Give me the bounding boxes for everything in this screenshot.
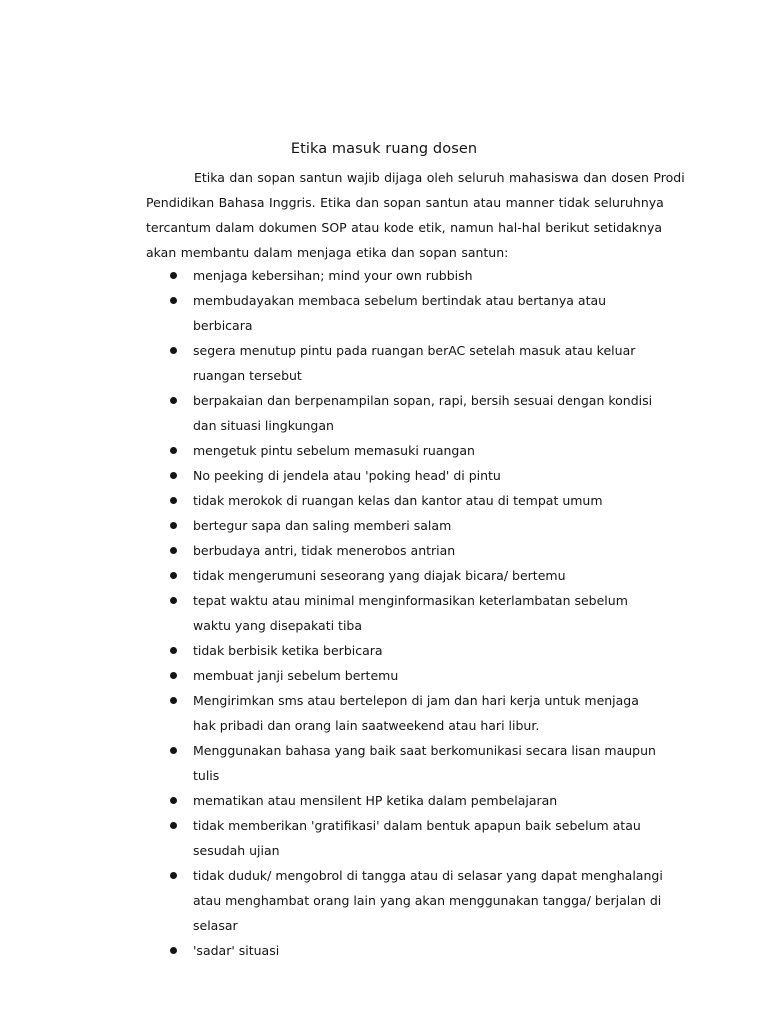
- list-item-text: membudayakan membaca sebelum bertindak atau bertanya atau berbicara: [193, 293, 607, 333]
- bullet-icon: [170, 747, 177, 754]
- list-item: [0, 813, 663, 863]
- bullet-icon: [170, 497, 177, 504]
- list-item: [0, 738, 663, 788]
- bullet-icon: [170, 397, 177, 404]
- list-item: [0, 288, 663, 338]
- bullet-icon: [170, 572, 177, 579]
- bullet-icon: [170, 822, 177, 829]
- list-item: [0, 388, 663, 438]
- list-item: [0, 588, 663, 638]
- bullet-icon: [170, 597, 177, 604]
- bullet-icon: [170, 297, 177, 304]
- list-item: [0, 513, 663, 538]
- list-item-text: menjaga kebersihan; mind your own rubbish: [193, 268, 473, 283]
- list-item-text: tidak mengerumuni seseorang yang diajak bicara/ bertemu: [193, 568, 566, 583]
- bullet-icon: [170, 697, 177, 704]
- list-item-text: tidak berbisik ketika berbicara: [193, 643, 383, 658]
- list-item-text: berpakaian dan berpenampilan sopan, rapi, bersih sesuai dengan kondisi dan situasi lingkungan: [193, 393, 653, 433]
- list-item: [0, 863, 663, 938]
- intro-paragraph: Etika dan sopan santun wajib dijaga oleh seluruh mahasiswa dan dosen Prodi Pendidikan Bahasa Inggris. Etika dan sopan santun atau manner tidak seluruhnya tercantum dalam dokumen SOP atau kode etik, namun hal-hal berikut setidaknya akan membantu dalam menjaga etika dan sopan santun:: [146, 170, 685, 260]
- list-item-text: bertegur sapa dan saling memberi salam: [193, 518, 452, 533]
- list-item-text: berbudaya antri, tidak menerobos antrian: [193, 543, 456, 558]
- bullet-icon: [170, 347, 177, 354]
- list-item-text: 'sadar' situasi: [193, 943, 280, 958]
- bullet-icon: [170, 797, 177, 804]
- list-item-text: segera menutup pintu pada ruangan berAC setelah masuk atau keluar ruangan tersebut: [193, 343, 636, 383]
- list-item: [0, 338, 663, 388]
- bullet-icon: [170, 872, 177, 879]
- list-item: [0, 488, 663, 513]
- bullet-icon: [170, 947, 177, 954]
- list-item: [0, 638, 663, 663]
- bullet-icon: [170, 447, 177, 454]
- document-title: Etika masuk ruang dosen: [290, 141, 478, 157]
- list-item: [0, 538, 663, 563]
- bullet-icon: [170, 522, 177, 529]
- list-item-text: tidak memberikan 'gratifikasi' dalam bentuk apapun baik sebelum atau sesudah ujian: [193, 818, 641, 858]
- list-item-text: mengetuk pintu sebelum memasuki ruangan: [193, 443, 475, 458]
- list-item: [0, 788, 663, 813]
- bullet-icon: [170, 272, 177, 279]
- list-item: [0, 938, 663, 963]
- list-item-text: tepat waktu atau minimal menginformasikan keterlambatan sebelum waktu yang disepakati tiba: [193, 593, 628, 633]
- list-item-text: Menggunakan bahasa yang baik saat berkomunikasi secara lisan maupun tulis: [193, 743, 656, 783]
- list-item-text: tidak duduk/ mengobrol di tangga atau di selasar yang dapat menghalangi atau menghambat orang lain yang akan menggunakan tangga/ berjalan di selasar: [193, 868, 663, 933]
- list-item-text: Mengirimkan sms atau bertelepon di jam dan hari kerja untuk menjaga hak pribadi dan orang lain saatweekend atau hari libur.: [193, 693, 639, 733]
- etiquette-list: [0, 263, 768, 963]
- list-item-text: tidak merokok di ruangan kelas dan kantor atau di tempat umum: [193, 493, 603, 508]
- list-item-text: membuat janji sebelum bertemu: [193, 668, 399, 683]
- bullet-icon: [170, 472, 177, 479]
- list-item: [0, 438, 663, 463]
- bullet-icon: [170, 547, 177, 554]
- bullet-icon: [170, 647, 177, 654]
- list-item: [0, 563, 663, 588]
- list-item-text: No peeking di jendela atau 'poking head' di pintu: [193, 468, 501, 483]
- list-item: [0, 263, 663, 288]
- list-item: [0, 688, 663, 738]
- list-item-text: mematikan atau mensilent HP ketika dalam pembelajaran: [193, 793, 558, 808]
- bullet-icon: [170, 672, 177, 679]
- list-item: [0, 463, 663, 488]
- list-item: [0, 663, 663, 688]
